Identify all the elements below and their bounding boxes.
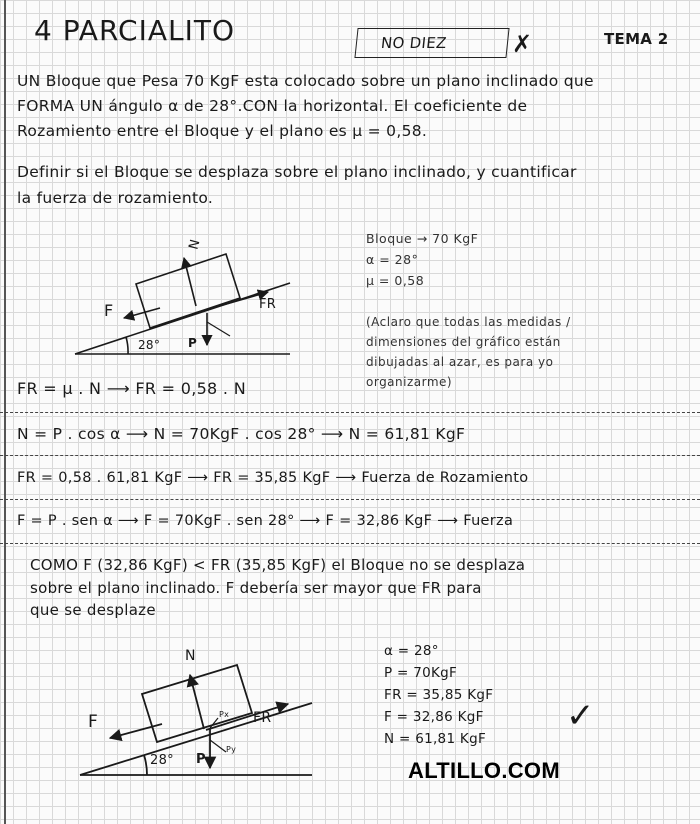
py-component [210, 740, 226, 752]
data-notes [366, 228, 478, 291]
diagram1-angle-label: 28° [138, 338, 161, 352]
remark-line: organizarme) [366, 375, 453, 389]
question-line: la fuerza de rozamiento. [17, 189, 214, 207]
equation-line: FR = μ . N ⟶ FR = 0,58 . N [17, 379, 246, 398]
diagram2-px-label: Px [219, 710, 230, 719]
equation-line: N = P . cos α ⟶ N = 70KgF . cos 28° ⟶ N = 61,81 KgF [17, 425, 466, 443]
remark-line: (Aclaro que todas las medidas / [366, 315, 571, 329]
angle-arc [144, 755, 147, 775]
statement-line: UN Bloque que Pesa 70 KgF esta colocado sobre un plano inclinado que [17, 72, 594, 90]
diagram1-friction-label: FR [259, 297, 277, 312]
weight-component [207, 322, 230, 336]
diagram2-angle-label: 28° [150, 753, 174, 768]
remark-line: dibujadas al azar, es para yo [366, 355, 554, 369]
result-line: F = 32,86 KgF [384, 709, 484, 725]
equation-line: FR = 0,58 . 61,81 KgF ⟶ FR = 35,85 KgF ⟶ Fuerza de Rozamiento [17, 470, 529, 486]
dashed-divider [0, 499, 700, 500]
diagram1-weight-label: P [188, 336, 198, 350]
grade-mark: ✗ [512, 30, 533, 58]
result-line: FR = 35,85 KgF [384, 687, 494, 703]
question-line: Definir si el Bloque se desplaza sobre el plano inclinado, y cuantificar [17, 163, 577, 181]
data-note-line: μ = 0,58 [366, 273, 425, 288]
diagram1-normal-label: N [186, 237, 204, 252]
check-mark: ✓ [566, 696, 595, 736]
diagram2-friction-label: FR [253, 710, 272, 726]
statement-line: FORMA UN ángulo α de 28°.CON la horizontal. El coeficiente de [17, 97, 528, 115]
diagram2-normal-label: N [185, 648, 196, 664]
conclusion-line: que se desplaze [30, 601, 156, 619]
data-note-line: α = 28° [366, 252, 419, 267]
conclusion-line: sobre el plano inclinado. F debería ser mayor que FR para [30, 579, 482, 597]
remark-line: dimensiones del gráfico están [366, 335, 561, 349]
diagram2-weight-label: P [196, 752, 206, 767]
statement-line: Rozamiento entre el Bloque y el plano es μ = 0,58. [17, 122, 428, 140]
result-line: α = 28° [384, 643, 439, 659]
results [384, 640, 493, 750]
angle-arc [126, 337, 128, 354]
dashed-divider [0, 455, 700, 456]
page-title: 4 PARCIALITO [34, 14, 235, 47]
diagram2-force-label: F [88, 712, 99, 732]
equation-line: F = P . sen α ⟶ F = 70KgF . sen 28° ⟶ F = 32,86 KgF ⟶ Fuerza [17, 513, 514, 529]
diagram1-force-label: F [104, 301, 114, 320]
data-remark [366, 312, 571, 392]
force-arrow [124, 308, 160, 318]
watermark: ALTILLO.COM [408, 758, 560, 783]
conclusion-line: COMO F (32,86 KgF) < FR (35,85 KgF) el Bloque no se desplaza [30, 556, 526, 574]
tema-label: TEMA 2 [604, 30, 669, 48]
result-line: P = 70KgF [384, 665, 458, 681]
normal-arrow [190, 675, 204, 729]
diagram2-py-label: Py [226, 745, 237, 754]
result-line: N = 61,81 KgF [384, 731, 487, 747]
data-note-line: Bloque → 70 KgF [366, 231, 479, 246]
grade-text: NO DIEZ [380, 34, 448, 52]
dashed-divider [0, 543, 700, 544]
friction-arrow [195, 292, 268, 313]
dashed-divider [0, 412, 700, 413]
